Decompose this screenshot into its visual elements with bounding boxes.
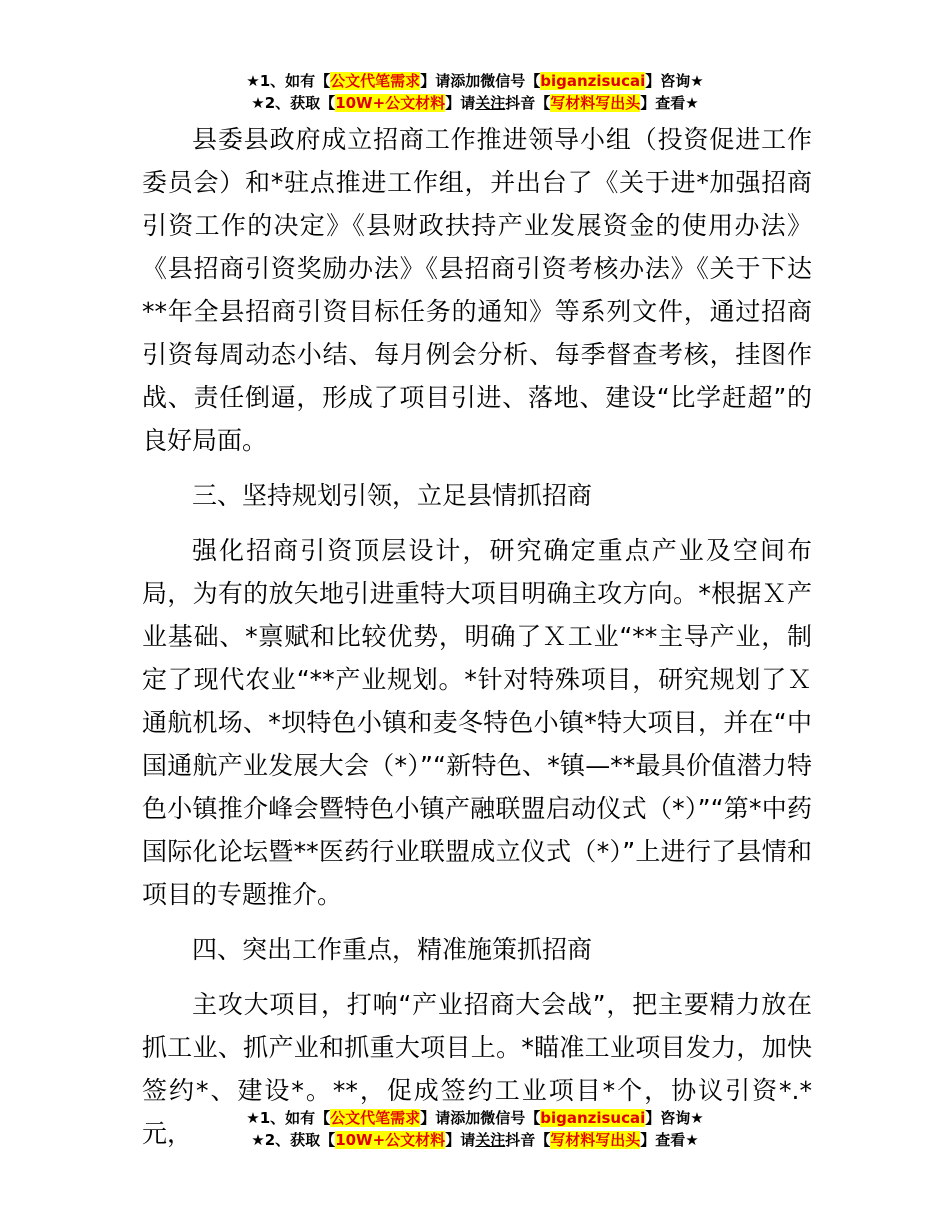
- paragraph-leadership-group: 县委县政府成立招商工作推进领导小组（投资促进工作委员会）和*驻点推进工作组，并出台了《关于进*加强招商引资工作的决定》《县财政扶持产业发展资金的使用办法》《县招商引资奖励办法》《县招商引资考核办法》《关于下达**年全县招商引资目标任务的通知》等系列文件，通过招商引资每周动态小结、每月例会分析、每季督查考核，挂图作战、责任倒逼，形成了项目引进、落地、建设“比学赶超”的良好局面。: [142, 125, 812, 455]
- footer-highlight-materials: 10W+公文材料: [335, 1131, 446, 1149]
- footer-line-2-prefix: ★2、获取【: [251, 1131, 336, 1149]
- footer-highlight-douyin: 写材料写出头: [550, 1131, 641, 1149]
- footer-line-2-suffix: 】查看★: [640, 1131, 699, 1149]
- section-heading-3: 三、坚持规划引领，立足县情抓招商: [192, 481, 593, 510]
- footer-line-2-mid-b: 抖音【: [505, 1131, 551, 1149]
- header-line-1: [0, 70, 950, 92]
- footer-line-2-follow: 关注: [475, 1131, 506, 1149]
- document-body: [142, 118, 812, 1167]
- footer-line-1: [0, 1107, 950, 1129]
- footer-line-2-mid-a: 】请: [445, 1131, 476, 1149]
- header-line-1-prefix: ★1、如有【: [246, 72, 331, 90]
- header-line-2-mid-b: 抖音【: [505, 94, 551, 112]
- footer-highlight-service: 公文代笔需求: [330, 1109, 421, 1127]
- footer-line-1-mid: 】请添加微信号【: [420, 1109, 541, 1127]
- header-banner: [0, 70, 950, 114]
- header-line-2-follow: 关注: [475, 94, 506, 112]
- header-highlight-wechat-id: biganzisucai: [540, 72, 646, 90]
- section-heading-4: 四、突出工作重点，精准施策抓招商: [192, 935, 593, 964]
- header-line-2: [0, 92, 950, 114]
- header-line-1-suffix: 】咨询★: [645, 72, 704, 90]
- paragraph-planning: 强化招商引资顶层设计，研究确定重点产业及空间布局，为有的放矢地引进重特大项目明确主攻方向。*根据Ｘ产业基础、*禀赋和比较优势，明确了Ｘ工业“**主导产业，制定了现代农业“**产业规划。*针对特殊项目，研究规划了Ｘ通航机场、*坝特色小镇和麦冬特色小镇*特大项目，并在“中国通航产业发展大会（*）”“新特色、*镇—**最具价值潜力特色小镇推介峰会暨特色小镇产融联盟启动仪式（*）”“第*中药国际化论坛暨**医药行业联盟成立仪式（*）”上进行了县情和项目的专题推介。: [142, 536, 812, 909]
- footer-line-2: [0, 1129, 950, 1151]
- footer-line-1-prefix: ★1、如有【: [246, 1109, 331, 1127]
- footer-line-1-suffix: 】咨询★: [645, 1109, 704, 1127]
- header-highlight-service: 公文代笔需求: [330, 72, 421, 90]
- footer-banner: [0, 1107, 950, 1151]
- header-line-2-mid-a: 】请: [445, 94, 476, 112]
- paragraph-key-projects: 主攻大项目，打响“产业招商大会战”，把主要精力放在抓工业、抓产业和抓重大项目上。*瞄准工业项目发力，加快签约*、建设*。**，促成签约工业项目*个，协议引资*.*元，: [142, 990, 812, 1148]
- footer-highlight-wechat-id: biganzisucai: [540, 1109, 646, 1127]
- header-highlight-douyin: 写材料写出头: [550, 94, 641, 112]
- header-line-2-prefix: ★2、获取【: [251, 94, 336, 112]
- header-line-1-mid: 】请添加微信号【: [420, 72, 541, 90]
- header-line-2-suffix: 】查看★: [640, 94, 699, 112]
- header-highlight-materials: 10W+公文材料: [335, 94, 446, 112]
